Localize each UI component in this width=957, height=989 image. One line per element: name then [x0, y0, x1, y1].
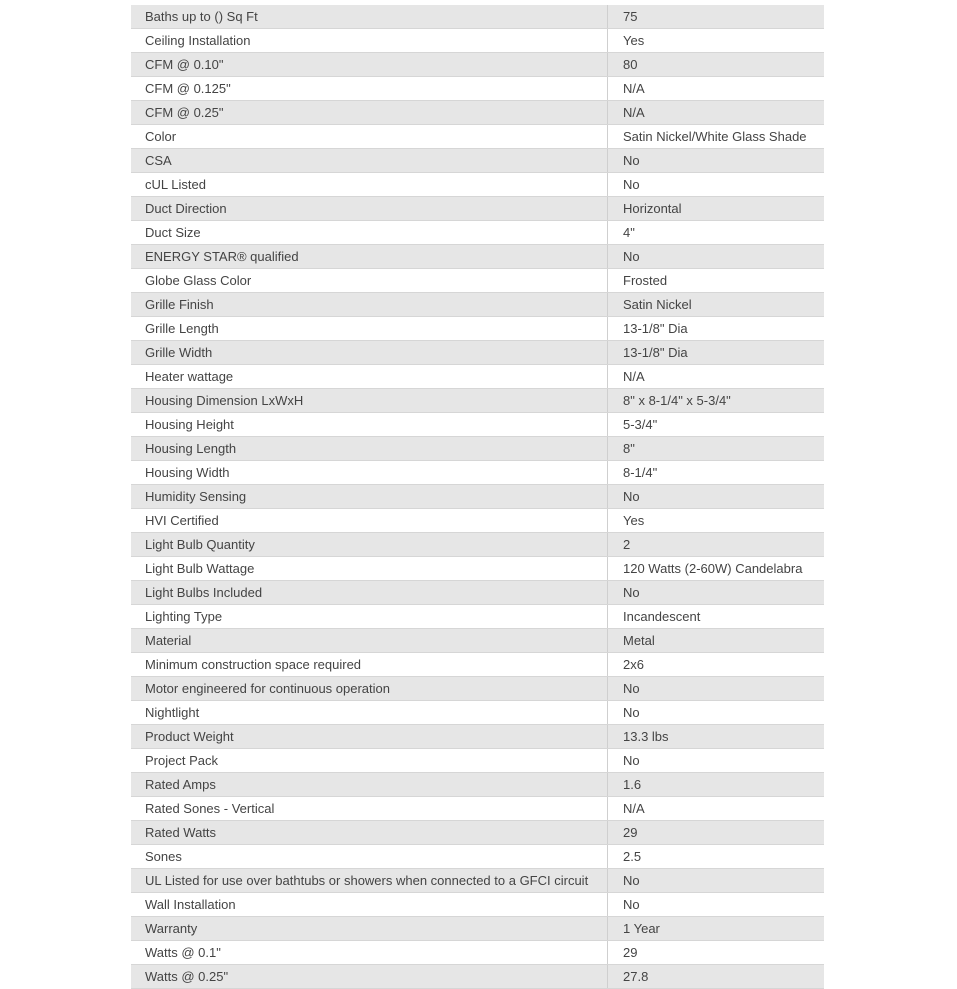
spec-value: No: [608, 149, 825, 173]
spec-label: Light Bulb Quantity: [131, 533, 608, 557]
spec-label: Project Pack: [131, 749, 608, 773]
spec-row: [131, 341, 824, 365]
spec-row: [131, 941, 824, 965]
spec-value: 4": [608, 221, 825, 245]
spec-label: CFM @ 0.10": [131, 53, 608, 77]
spec-label: CFM @ 0.125": [131, 77, 608, 101]
spec-label: Light Bulbs Included: [131, 581, 608, 605]
spec-row: [131, 269, 824, 293]
spec-row: [131, 125, 824, 149]
spec-row: [131, 293, 824, 317]
spec-value: No: [608, 581, 825, 605]
spec-value: Satin Nickel/White Glass Shade: [608, 125, 825, 149]
spec-value: 27.8: [608, 965, 825, 989]
spec-label: Globe Glass Color: [131, 269, 608, 293]
spec-label: Grille Length: [131, 317, 608, 341]
spec-row: [131, 5, 824, 29]
spec-label: UL Listed for use over bathtubs or showers when connected to a GFCI circuit: [131, 869, 608, 893]
spec-row: [131, 29, 824, 53]
spec-row: [131, 389, 824, 413]
spec-value: N/A: [608, 365, 825, 389]
spec-value: 2x6: [608, 653, 825, 677]
spec-row: [131, 725, 824, 749]
spec-row: [131, 413, 824, 437]
spec-label: Nightlight: [131, 701, 608, 725]
spec-value: No: [608, 677, 825, 701]
spec-label: Grille Finish: [131, 293, 608, 317]
spec-value: 13.3 lbs: [608, 725, 825, 749]
spec-label: Duct Size: [131, 221, 608, 245]
spec-row: [131, 197, 824, 221]
spec-value: No: [608, 869, 825, 893]
spec-label: Housing Height: [131, 413, 608, 437]
spec-row: [131, 821, 824, 845]
spec-row: [131, 869, 824, 893]
spec-label: Rated Watts: [131, 821, 608, 845]
spec-row: [131, 77, 824, 101]
spec-label: Ceiling Installation: [131, 29, 608, 53]
spec-value: Satin Nickel: [608, 293, 825, 317]
spec-value: N/A: [608, 101, 825, 125]
spec-row: [131, 797, 824, 821]
spec-value: Yes: [608, 509, 825, 533]
spec-row: [131, 701, 824, 725]
spec-label: Wall Installation: [131, 893, 608, 917]
spec-value: 1.6: [608, 773, 825, 797]
spec-label: Sones: [131, 845, 608, 869]
spec-row: [131, 893, 824, 917]
spec-value: 13-1/8" Dia: [608, 341, 825, 365]
spec-row: [131, 965, 824, 989]
spec-value: Yes: [608, 29, 825, 53]
spec-value: Metal: [608, 629, 825, 653]
spec-label: Warranty: [131, 917, 608, 941]
spec-label: ENERGY STAR® qualified: [131, 245, 608, 269]
spec-label: Housing Width: [131, 461, 608, 485]
spec-label: Grille Width: [131, 341, 608, 365]
spec-value: 120 Watts (2-60W) Candelabra: [608, 557, 825, 581]
spec-row: [131, 245, 824, 269]
spec-row: [131, 509, 824, 533]
spec-label: Rated Amps: [131, 773, 608, 797]
spec-label: Watts @ 0.1": [131, 941, 608, 965]
spec-row: [131, 101, 824, 125]
spec-label: Lighting Type: [131, 605, 608, 629]
spec-row: [131, 533, 824, 557]
spec-value: 8" x 8-1/4" x 5-3/4": [608, 389, 825, 413]
spec-label: cUL Listed: [131, 173, 608, 197]
spec-value: N/A: [608, 77, 825, 101]
spec-value: Horizontal: [608, 197, 825, 221]
spec-label: Color: [131, 125, 608, 149]
spec-label: CFM @ 0.25": [131, 101, 608, 125]
spec-value: 13-1/8" Dia: [608, 317, 825, 341]
spec-value: No: [608, 245, 825, 269]
spec-value: 1 Year: [608, 917, 825, 941]
spec-row: [131, 173, 824, 197]
spec-value: 29: [608, 941, 825, 965]
spec-label: Minimum construction space required: [131, 653, 608, 677]
spec-row: [131, 221, 824, 245]
specifications-body: [131, 5, 824, 989]
spec-value: 8-1/4": [608, 461, 825, 485]
spec-label: Housing Dimension LxWxH: [131, 389, 608, 413]
spec-label: Watts @ 0.25": [131, 965, 608, 989]
spec-label: Light Bulb Wattage: [131, 557, 608, 581]
spec-row: [131, 485, 824, 509]
spec-label: Rated Sones - Vertical: [131, 797, 608, 821]
spec-row: [131, 677, 824, 701]
spec-label: HVI Certified: [131, 509, 608, 533]
spec-row: [131, 317, 824, 341]
spec-row: [131, 653, 824, 677]
spec-value: 29: [608, 821, 825, 845]
spec-value: 8": [608, 437, 825, 461]
spec-label: Material: [131, 629, 608, 653]
spec-label: Duct Direction: [131, 197, 608, 221]
spec-label: Humidity Sensing: [131, 485, 608, 509]
spec-row: [131, 773, 824, 797]
spec-value: No: [608, 701, 825, 725]
spec-value: 2.5: [608, 845, 825, 869]
spec-label: Housing Length: [131, 437, 608, 461]
spec-row: [131, 365, 824, 389]
spec-label: Product Weight: [131, 725, 608, 749]
spec-row: [131, 557, 824, 581]
spec-row: [131, 581, 824, 605]
spec-row: [131, 845, 824, 869]
spec-value: 75: [608, 5, 825, 29]
spec-row: [131, 917, 824, 941]
spec-value: No: [608, 485, 825, 509]
spec-label: CSA: [131, 149, 608, 173]
spec-value: N/A: [608, 797, 825, 821]
specifications-table: [131, 5, 824, 989]
spec-value: No: [608, 173, 825, 197]
spec-row: [131, 149, 824, 173]
spec-row: [131, 437, 824, 461]
spec-value: 80: [608, 53, 825, 77]
spec-value: 2: [608, 533, 825, 557]
spec-row: [131, 461, 824, 485]
spec-value: No: [608, 893, 825, 917]
spec-row: [131, 749, 824, 773]
spec-row: [131, 629, 824, 653]
spec-value: No: [608, 749, 825, 773]
spec-row: [131, 605, 824, 629]
spec-row: [131, 53, 824, 77]
spec-value: 5-3/4": [608, 413, 825, 437]
spec-value: Incandescent: [608, 605, 825, 629]
spec-label: Motor engineered for continuous operation: [131, 677, 608, 701]
spec-label: Baths up to () Sq Ft: [131, 5, 608, 29]
spec-value: Frosted: [608, 269, 825, 293]
spec-label: Heater wattage: [131, 365, 608, 389]
